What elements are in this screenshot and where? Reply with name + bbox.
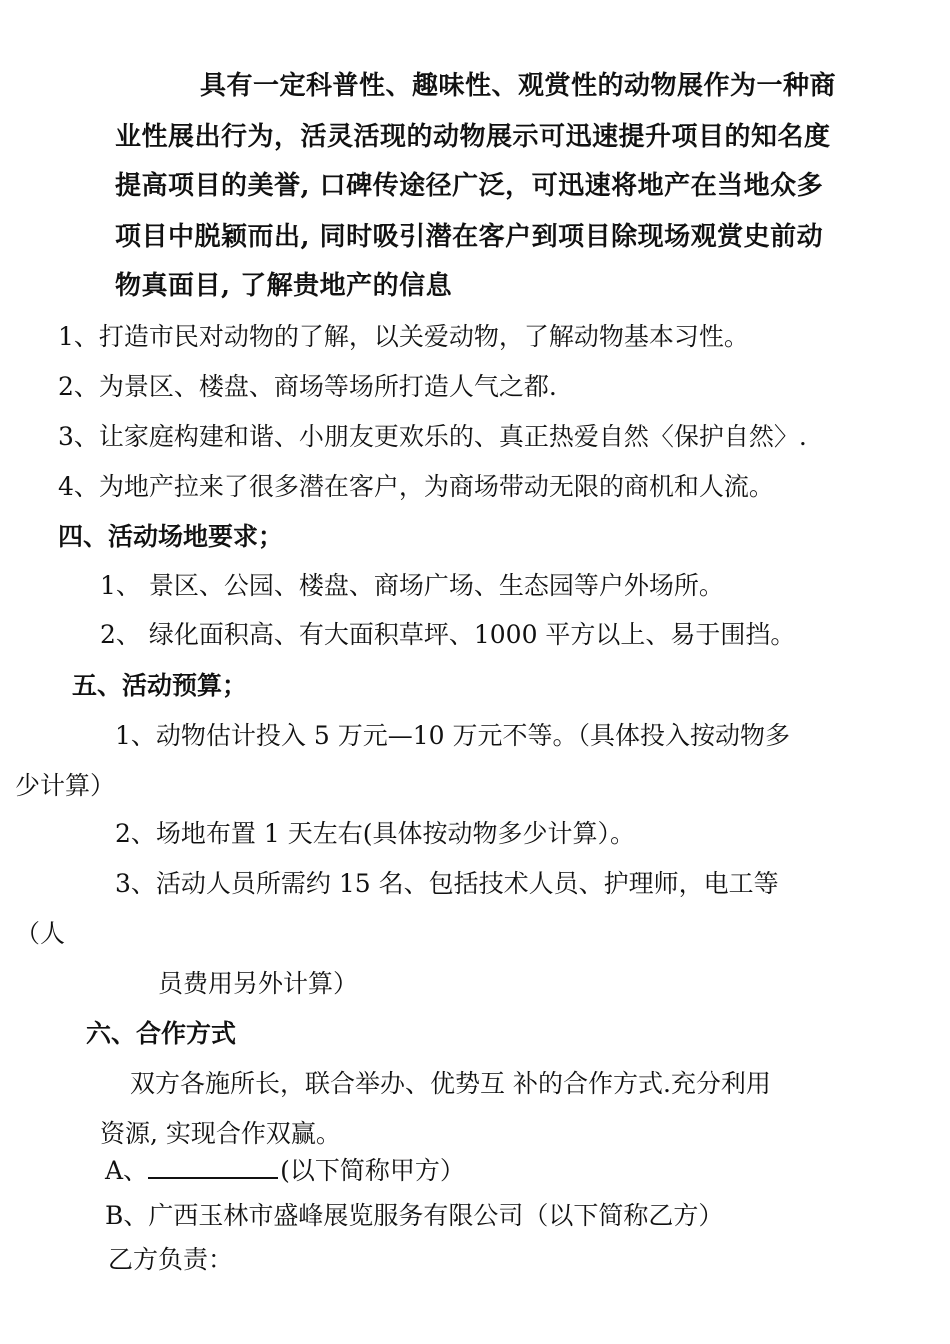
section5-item3-line2: （人: [15, 919, 66, 948]
section4-heading: 四、活动场地要求；: [58, 522, 284, 551]
intro-line-3: 提高项目的美誉, 口碑传途径广泛，可迅速将地产在当地众多: [115, 171, 824, 201]
benefit-item-3: 3、让家庭构建和谐、小朋友更欢乐的、真正热爱自然〈保护自然〉.: [58, 422, 807, 451]
section5-item3-line3: 员费用另外计算）: [158, 969, 359, 998]
benefit-item-4: 4、为地产拉来了很多潜在客户，为商场带动无限的商机和人流。: [58, 472, 774, 501]
benefit-item-2: 2、为景区、楼盘、商场等场所打造人气之都.: [58, 372, 557, 401]
section5-heading: 五、活动预算；: [72, 671, 248, 700]
party-b-line: B、广西玉林市盛峰展览服务有限公司（以下简称乙方）: [105, 1201, 724, 1230]
section6-para-line2: 资源, 实现合作双赢。: [100, 1119, 341, 1148]
section6-para-line1: 双方各施所长，联合举办、优势互 补的合作方式.充分利用: [130, 1069, 771, 1098]
intro-line-4: 项目中脱颖而出, 同时吸引潜在客户到项目除现场观赏史前动: [115, 222, 824, 252]
party-a-suffix: (以下简称甲方）: [280, 1156, 465, 1185]
intro-line-5: 物真面目, 了解贵地产的信息: [115, 271, 453, 301]
party-a-line: [105, 1155, 465, 1187]
benefit-item-1: 1、打造市民对动物的了解，以关爱动物，了解动物基本习性。: [58, 322, 749, 351]
section5-item2: 2、场地布置 1 天左右(具体按动物多少计算）。: [115, 819, 635, 848]
intro-line-1: 具有一定科普性、趣味性、观赏性的动物展作为一种商: [200, 71, 837, 101]
section5-item3-line1: 3、活动人员所需约 15 名、包括技术人员、护理师，电工等: [115, 869, 779, 898]
intro-line-2: 业性展出行为，活灵活现的动物展示可迅速提升项目的知名度: [115, 122, 831, 152]
party-b-duty: 乙方负责：: [108, 1245, 234, 1274]
party-a-blank-field: [148, 1155, 278, 1179]
section5-item1-line1: 1、动物估计投入 5 万元—10 万元不等。（具体投入按动物多: [115, 721, 790, 750]
section4-item-2: 2、 绿化面积高、有大面积草坪、1000 平方以上、易于围挡。: [100, 620, 796, 649]
section5-item1-line2: 少计算）: [15, 771, 116, 800]
party-a-prefix: A、: [105, 1156, 149, 1185]
section6-heading: 六、合作方式: [86, 1019, 237, 1048]
section4-item-1: 1、 景区、公园、楼盘、商场广场、生态园等户外场所。: [100, 571, 724, 600]
